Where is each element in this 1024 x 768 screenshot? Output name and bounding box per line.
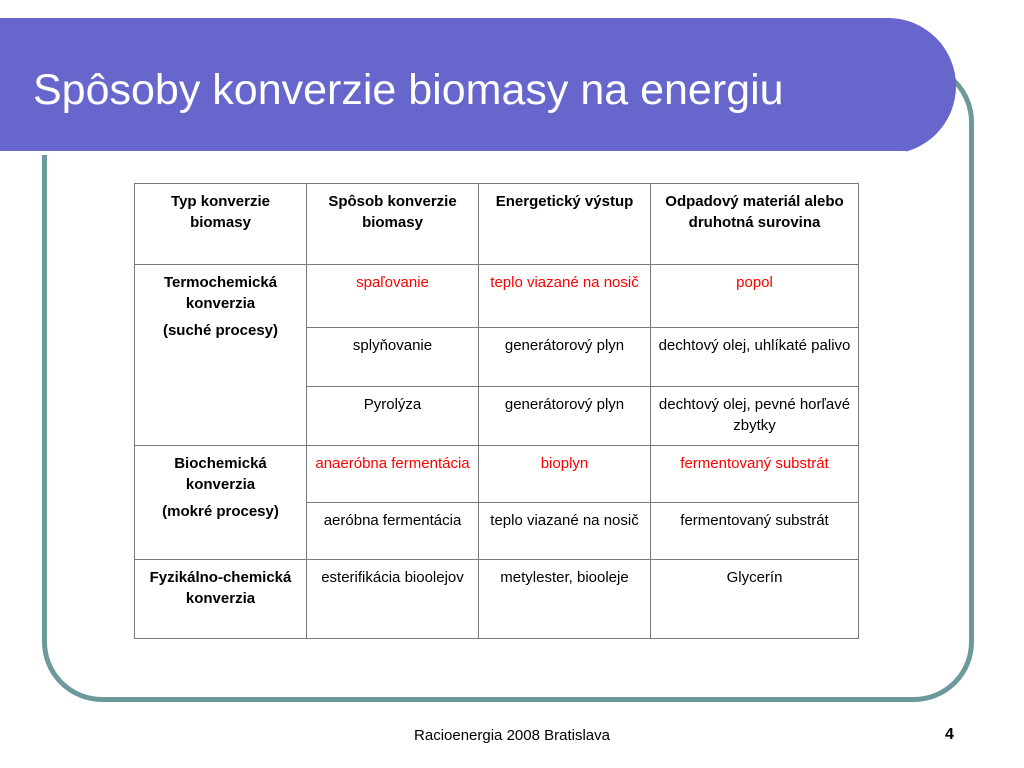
waste-cell: dechtový olej, uhlíkaté palivo: [651, 328, 859, 387]
method-cell: splyňovanie: [307, 328, 479, 387]
method-cell: spaľovanie: [307, 265, 479, 328]
output-cell: teplo viazané na nosič: [479, 265, 651, 328]
method-cell: esterifikácia bioolejov: [307, 560, 479, 639]
slide-title: Spôsoby konverzie biomasy na energiu: [33, 66, 784, 114]
title-bar: [0, 18, 956, 154]
waste-cell: fermentovaný substrát: [651, 503, 859, 560]
method-cell: anaeróbna fermentácia: [307, 446, 479, 503]
waste-cell: Glycerín: [651, 560, 859, 639]
group-type-note: (mokré procesy): [162, 503, 279, 520]
header-type: Typ konverzie biomasy: [135, 184, 307, 265]
table-row: [135, 446, 859, 503]
method-cell: aeróbna fermentácia: [307, 503, 479, 560]
method-cell: Pyrolýza: [307, 387, 479, 446]
header-waste: Odpadový materiál alebo druhotná surovina: [651, 184, 859, 265]
output-cell: teplo viazané na nosič: [479, 503, 651, 560]
group-type-cell: [135, 265, 307, 446]
table-header-row: [135, 184, 859, 265]
title-underline: [0, 151, 906, 155]
header-method: Spôsob konverzie biomasy: [307, 184, 479, 265]
table-row: [135, 265, 859, 328]
group-type-label: Termochemická konverzia: [163, 274, 278, 312]
page-number: 4: [945, 726, 954, 743]
output-cell: generátorový plyn: [479, 387, 651, 446]
group-type-cell: [135, 560, 307, 639]
group-type-label: Fyzikálno-chemická konverzia: [149, 569, 292, 607]
group-type-note: (suché procesy): [162, 322, 279, 339]
footer-text: Racioenergia 2008 Bratislava: [414, 727, 610, 744]
waste-cell: popol: [651, 265, 859, 328]
table-row: [135, 560, 859, 639]
header-output: Energetický výstup: [479, 184, 651, 265]
output-cell: bioplyn: [479, 446, 651, 503]
waste-cell: fermentovaný substrát: [651, 446, 859, 503]
output-cell: generátorový plyn: [479, 328, 651, 387]
group-type-label: Biochemická konverzia: [174, 455, 267, 493]
output-cell: metylester, biooleje: [479, 560, 651, 639]
group-type-cell: [135, 446, 307, 560]
conversion-table: [134, 183, 859, 639]
waste-cell: dechtový olej, pevné horľavé zbytky: [651, 387, 859, 446]
